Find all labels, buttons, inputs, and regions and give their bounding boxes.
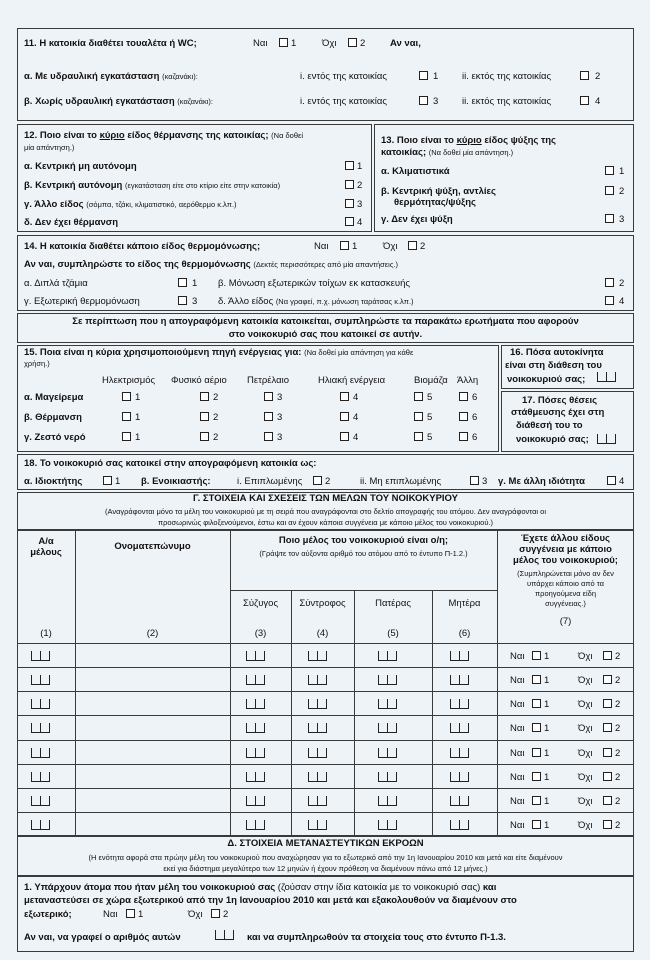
section-d-yes-code: 1 (138, 909, 144, 920)
q12-d-code: 4 (357, 217, 363, 228)
q16-line1: 16. Πόσα αυτοκίνητα (510, 347, 604, 358)
q18-b2-checkbox[interactable] (470, 476, 479, 485)
member-2-relation-no-label: Όχι (578, 675, 593, 686)
member-7-partner-input[interactable] (308, 796, 327, 806)
row-divider (17, 643, 634, 644)
q11-if-yes: Αν ναι, (390, 38, 421, 49)
table-row-divider (17, 740, 634, 741)
member-2-relation-n1-code: 1 (544, 675, 550, 686)
member-6-relation-yes-label: Ναι (510, 772, 525, 783)
q14-c-code: 3 (192, 296, 198, 307)
q13-c: γ. Δεν έχει ψύξη (381, 214, 453, 225)
q13-title: 13. Ποιο είναι το κύριο είδος ψύξης της (381, 135, 556, 146)
section-d-title: Δ. ΣΤΟΙΧΕΙΑ ΜΕΤΑΝΑΣΤΕΥΤΙΚΩΝ ΕΚΡΟΩΝ (227, 838, 424, 849)
member-8-father-input[interactable] (378, 820, 397, 830)
q15-cooking-option-1-code: 1 (135, 392, 141, 403)
member-2-relation-n2-code: 2 (615, 675, 621, 686)
member-4-aa-input[interactable] (31, 723, 50, 733)
q15-cooking-option-4-checkbox[interactable] (340, 392, 349, 401)
q15-hotwater-option-5-code: 5 (427, 432, 433, 443)
section-d-yes-checkbox[interactable] (126, 909, 135, 918)
q12-note: μία απάντηση.) (24, 143, 75, 152)
col-num-3: (3) (254, 628, 267, 639)
member-1-relation-n2-code: 2 (615, 651, 621, 662)
member-7-spouse-input[interactable] (246, 796, 265, 806)
section-g-note1: (Αναγράφονται μόνο τα μέλη του νοικοκυριού με τη σειρά που αναγράφονται στο δελτίο απογραφής του ατόμου. Δεν αναγράφονται οι (104, 507, 547, 516)
member-6-partner-input[interactable] (308, 772, 327, 782)
section-d-no-code: 2 (223, 909, 229, 920)
q13-a: α. Κλιματιστικά (381, 166, 450, 177)
q14-d-checkbox[interactable] (605, 296, 614, 305)
q17-line3: διάθεσή του το (516, 420, 583, 431)
member-3-name-input[interactable] (78, 693, 227, 713)
member-6-father-input[interactable] (378, 772, 397, 782)
table-row-divider (17, 788, 634, 789)
member-8-partner-input[interactable] (308, 820, 327, 830)
col-divider (354, 590, 355, 836)
q15-cooking-option-3-code: 3 (277, 392, 283, 403)
table-row-divider (17, 812, 634, 813)
q14-b-checkbox[interactable] (605, 278, 614, 287)
q15-hotwater-option-4-checkbox[interactable] (340, 432, 349, 441)
col-partner-header: Σύντροφος (299, 598, 346, 609)
q15-cooking-option-5-checkbox[interactable] (414, 392, 423, 401)
q12-d-checkbox[interactable] (345, 217, 354, 226)
q15-row-cooking: α. Μαγείρεμα (24, 392, 84, 403)
member-6-relation-no-checkbox[interactable] (603, 772, 612, 781)
q18-c-code: 4 (619, 476, 625, 487)
member-7-name-input[interactable] (78, 790, 227, 810)
member-4-father-input[interactable] (378, 723, 397, 733)
q15-col-oil: Πετρέλαιο (247, 375, 289, 386)
member-8-relation-n2-code: 2 (615, 820, 621, 831)
section-d-note2: εκεί για διάστημα μεγαλύτερο των 12 μηνών ή έχουν πρόθεση να διαμένουν πάνω από 12 μήνες.) (163, 864, 488, 873)
q14-a-code: 1 (192, 278, 198, 289)
member-5-partner-input[interactable] (308, 748, 327, 758)
q13-title-line2: κατοικίας; (Να δοθεί μία απάντηση.) (381, 147, 514, 158)
q12-b: β. Κεντρική αυτόνομη (εγκατάσταση είτε στο κτίριο είτε στην κατοικία) (24, 180, 281, 191)
member-5-relation-n2-code: 2 (615, 748, 621, 759)
member-5-relation-no-label: Όχι (578, 748, 593, 759)
q12-c: γ. Άλλο είδος (σόμπα, τζάκι, κλιματιστικό, αερόθερμο κ.λπ.) (24, 199, 237, 210)
q14-d-code: 4 (619, 296, 625, 307)
member-1-spouse-input[interactable] (246, 651, 265, 661)
q14-b: β. Μόνωση εξωτερικών τοίχων εκ κατασκευής (218, 278, 410, 289)
member-2-spouse-input[interactable] (246, 675, 265, 685)
q15-heating-option-5-checkbox[interactable] (414, 412, 423, 421)
member-1-partner-input[interactable] (308, 651, 327, 661)
member-2-relation-no-checkbox[interactable] (603, 675, 612, 684)
section-d-then: και να συμπληρωθούν τα στοιχεία τους στο έντυπο Π-1.3. (247, 932, 506, 943)
q15-hotwater-option-5-checkbox[interactable] (414, 432, 423, 441)
q13-c-checkbox[interactable] (605, 214, 614, 223)
instruction-line2: στο νοικοκυριό σας που κατοικεί σε αυτήν. (228, 329, 423, 340)
q12-b-code: 2 (357, 180, 363, 191)
member-1-father-input[interactable] (378, 651, 397, 661)
member-3-relation-yes-checkbox[interactable] (532, 699, 541, 708)
member-7-relation-n2-code: 2 (615, 796, 621, 807)
member-6-name-input[interactable] (78, 766, 227, 786)
member-5-relation-yes-checkbox[interactable] (532, 748, 541, 757)
col-num-7: (7) (559, 616, 572, 627)
table-row-divider (17, 764, 634, 765)
member-4-spouse-input[interactable] (246, 723, 265, 733)
member-8-aa-input[interactable] (31, 820, 50, 830)
q18-title: 18. Το νοικοκυριό σας κατοικεί στην απογραφόμενη κατοικία ως: (24, 458, 317, 469)
q14-title: 14. Η κατοικία διαθέτει κάποιο είδος θερμομόνωσης; (24, 241, 261, 252)
section-d-no-label: Όχι (188, 909, 203, 920)
member-5-father-input[interactable] (378, 748, 397, 758)
q15-row-hotwater: γ. Ζεστό νερό (24, 432, 86, 443)
q15-cooking-option-3-checkbox[interactable] (264, 392, 273, 401)
q15-hotwater-option-3-code: 3 (277, 432, 283, 443)
q13-b-code: 2 (619, 186, 625, 197)
member-2-mother-input[interactable] (450, 675, 469, 685)
q13-a-checkbox[interactable] (605, 166, 614, 175)
col-num-2: (2) (146, 628, 159, 639)
q15-cooking-option-4-code: 4 (353, 392, 359, 403)
member-8-name-input[interactable] (78, 814, 227, 834)
q11-b-inside-code: 3 (433, 96, 439, 107)
member-5-name-input[interactable] (78, 742, 227, 762)
member-6-aa-input[interactable] (31, 772, 50, 782)
member-1-relation-no-label: Όχι (578, 651, 593, 662)
col-father-header: Πατέρας (375, 598, 411, 609)
member-7-father-input[interactable] (378, 796, 397, 806)
table-row-divider (17, 691, 634, 692)
member-6-relation-n1-code: 1 (544, 772, 550, 783)
q18-b: β. Ενοικιαστής: (141, 476, 211, 487)
member-5-mother-input[interactable] (450, 748, 469, 758)
member-2-relation-yes-checkbox[interactable] (532, 675, 541, 684)
col-num-5: (5) (387, 628, 399, 639)
col-member-header: Ποιο μέλος του νοικοκυριού είναι ο/η; (278, 535, 449, 546)
q14-no-checkbox[interactable] (408, 241, 417, 250)
col-name-header: Ονοματεπώνυμο (114, 541, 191, 552)
member-8-relation-yes-label: Ναι (510, 820, 525, 831)
member-6-relation-no-label: Όχι (578, 772, 593, 783)
section-d-count-input[interactable] (215, 930, 234, 940)
q13-b-checkbox[interactable] (605, 186, 614, 195)
q15-cooking-option-2-checkbox[interactable] (200, 392, 209, 401)
table-row-divider (17, 667, 634, 668)
col-relation-note: (Συμπληρώνεται μόνο αν δεν υπάρχει κάποιο από τα προηγούμενα είδη συγγένειας.) (517, 569, 614, 608)
q15-heating-option-2-checkbox[interactable] (200, 412, 209, 421)
q15-hotwater-option-6-checkbox[interactable] (459, 432, 468, 441)
q12-d: δ. Δεν έχει θέρμανση (24, 217, 119, 228)
member-8-relation-no-checkbox[interactable] (603, 820, 612, 829)
q11-b-inside: i. εντός της κατοικίας (300, 96, 387, 107)
q16-line3: νοικοκυριού σας; (507, 374, 586, 385)
section-d-note1: (Η ενότητα αφορά στα πρώην μέλη του νοικοκυριού που αναχώρησαν για το εξωτερικό από την 1η Ιανουαρίου 2010 και μετά και είτε διαμένουν (88, 853, 563, 862)
q13-b2: θερμότητας/ψύξης (394, 197, 476, 208)
q17-line4: νοικοκυριό σας; (516, 434, 589, 445)
col-divider (432, 590, 433, 836)
q15-hotwater-option-4-code: 4 (353, 432, 359, 443)
q11-yes-code: 1 (291, 38, 297, 49)
q12-c-checkbox[interactable] (345, 199, 354, 208)
q12-title: 12. Ποιο είναι το κύριο είδος θέρμανσης της κατοικίας; (Να δοθεί (24, 130, 304, 141)
col-relation-header: Έχετε άλλου είδους συγγένεια με κάποιο μέλος του νοικοκυριού; (513, 533, 618, 566)
member-1-aa-input[interactable] (31, 651, 50, 661)
q11-no-checkbox[interactable] (348, 38, 357, 47)
q15-heating-option-1-checkbox[interactable] (122, 412, 131, 421)
q15-hotwater-option-3-checkbox[interactable] (264, 432, 273, 441)
member-7-relation-no-checkbox[interactable] (603, 796, 612, 805)
member-3-spouse-input[interactable] (246, 699, 265, 709)
member-2-relation-yes-label: Ναι (510, 675, 525, 686)
q14-if-yes: Αν ναι, συμπληρώστε το είδος της θερμομόνωσης (Δεκτές περισσότερες από μία απαντήσεις.) (24, 259, 399, 270)
q11-yes-label: Ναι (253, 38, 268, 49)
q11-b-outside-code: 4 (595, 96, 601, 107)
member-7-mother-input[interactable] (450, 796, 469, 806)
q17-line1: 17. Πόσες θέσεις (522, 395, 598, 406)
q15-row-heating: β. Θέρμανση (24, 412, 82, 423)
q11-title: 11. Η κατοικία διαθέτει τουαλέτα ή WC; (24, 38, 197, 49)
q14-d: δ. Άλλο είδος (Να γραφεί, π.χ. μόνωση ταράτσας κ.λπ.) (218, 296, 414, 307)
member-1-mother-input[interactable] (450, 651, 469, 661)
member-8-mother-input[interactable] (450, 820, 469, 830)
q15-cooking-option-1-checkbox[interactable] (122, 392, 131, 401)
q14-yes-code: 1 (352, 241, 358, 252)
q17-parking-input[interactable] (597, 434, 616, 444)
q12-c-code: 3 (357, 199, 363, 210)
q18-b1-checkbox[interactable] (313, 476, 322, 485)
q18-b1-code: 2 (325, 476, 331, 487)
member-5-aa-input[interactable] (31, 748, 50, 758)
member-3-relation-n2-code: 2 (615, 699, 621, 710)
member-3-relation-n1-code: 1 (544, 699, 550, 710)
member-3-relation-no-checkbox[interactable] (603, 699, 612, 708)
member-2-aa-input[interactable] (31, 675, 50, 685)
q15-hotwater-option-2-checkbox[interactable] (200, 432, 209, 441)
member-8-relation-no-label: Όχι (578, 820, 593, 831)
q11-b-outside-checkbox[interactable] (580, 96, 589, 105)
q15-col-natural-gas: Φυσικό αέριο (171, 375, 227, 386)
q13-a-code: 1 (619, 166, 625, 177)
col-mother-header: Μητέρα (448, 598, 481, 609)
q15-cooking-option-6-checkbox[interactable] (459, 392, 468, 401)
q14-no-code: 2 (420, 241, 426, 252)
q18-c-checkbox[interactable] (607, 476, 616, 485)
q11-b-outside: ii. εκτός της κατοικίας (462, 96, 552, 107)
member-7-relation-yes-label: Ναι (510, 796, 525, 807)
q15-heating-option-4-checkbox[interactable] (340, 412, 349, 421)
q15-col-other: Άλλη (457, 375, 479, 386)
q15-heating-option-1-code: 1 (135, 412, 141, 423)
q13-b1: β. Κεντρική ψύξη, αντλίες (381, 186, 496, 197)
q17-line2: στάθμευσης έχει στη (511, 407, 605, 418)
q14-yes-label: Ναι (314, 241, 329, 252)
q18-c: γ. Με άλλη ιδιότητα (498, 476, 585, 487)
q11-a-label: α. Με υδραυλική εγκατάσταση (καζανάκι): (24, 71, 198, 82)
table-row-divider (17, 715, 634, 716)
col-num-4: (4) (316, 628, 329, 639)
q13-c-code: 3 (619, 214, 625, 225)
q11-a-outside: ii. εκτός της κατοικίας (462, 71, 552, 82)
member-3-father-input[interactable] (378, 699, 397, 709)
row-divider (230, 590, 497, 591)
member-6-spouse-input[interactable] (246, 772, 265, 782)
col-member-note: (Γράψτε τον αύξοντα αριθμό του ατόμου από το έντυπο Π-1.2.) (259, 549, 468, 558)
member-4-name-input[interactable] (78, 717, 227, 737)
q12-a: α. Κεντρική μη αυτόνομη (24, 161, 137, 172)
member-4-relation-yes-checkbox[interactable] (532, 723, 541, 732)
section-g-title: Γ. ΣΤΟΙΧΕΙΑ ΚΑΙ ΣΧΕΣΕΙΣ ΤΩΝ ΜΕΛΩΝ ΤΟΥ ΝΟΙΚΟΚΥΡΙΟΥ (192, 493, 459, 504)
q15-col-biomass: Βιομάζα (414, 375, 448, 386)
q14-c-checkbox[interactable] (178, 296, 187, 305)
member-6-relation-n2-code: 2 (615, 772, 621, 783)
section-d-yes-label: Ναι (103, 909, 118, 920)
member-1-relation-yes-label: Ναι (510, 651, 525, 662)
col-divider (230, 530, 231, 836)
member-4-relation-n1-code: 1 (544, 723, 550, 734)
member-4-relation-no-checkbox[interactable] (603, 723, 612, 732)
q11-no-label: Όχι (322, 38, 337, 49)
col-num-1: (1) (40, 628, 52, 639)
q11-b-inside-checkbox[interactable] (419, 96, 428, 105)
member-2-name-input[interactable] (78, 669, 227, 689)
member-4-mother-input[interactable] (450, 723, 469, 733)
section-d-if-yes: Αν ναι, να γραφεί ο αριθμός αυτών (24, 932, 181, 943)
q14-c: γ. Εξωτερική θερμομόνωση (24, 296, 140, 307)
q15-heating-option-6-code: 6 (472, 412, 478, 423)
q14-a: α. Διπλά τζάμια (24, 278, 88, 289)
q15-heating-option-5-code: 5 (427, 412, 433, 423)
q16-cars-input[interactable] (597, 372, 616, 382)
q15-hotwater-option-6-code: 6 (472, 432, 478, 443)
q14-yes-checkbox[interactable] (340, 241, 349, 250)
col-divider (291, 590, 292, 836)
q15-heating-option-2-code: 2 (213, 412, 219, 423)
member-4-relation-no-label: Όχι (578, 723, 593, 734)
q15-heating-option-6-checkbox[interactable] (459, 412, 468, 421)
section-d-q1-line3: εξωτερικό; (24, 909, 72, 920)
member-8-relation-yes-checkbox[interactable] (532, 820, 541, 829)
q18-b2-code: 3 (482, 476, 488, 487)
q18-b2: ii. Μη επιπλωμένης (360, 476, 442, 487)
q11-a-inside: i. εντός της κατοικίας (300, 71, 387, 82)
member-1-relation-yes-checkbox[interactable] (532, 651, 541, 660)
member-1-relation-no-checkbox[interactable] (603, 651, 612, 660)
member-8-relation-n1-code: 1 (544, 820, 550, 831)
member-5-relation-n1-code: 1 (544, 748, 550, 759)
member-3-mother-input[interactable] (450, 699, 469, 709)
member-2-father-input[interactable] (378, 675, 397, 685)
q11-a-outside-checkbox[interactable] (580, 71, 589, 80)
member-8-spouse-input[interactable] (246, 820, 265, 830)
q11-no-code: 2 (360, 38, 366, 49)
q15-col-solar: Ηλιακή ενέργεια (318, 375, 386, 386)
col-num-6: (6) (458, 628, 471, 639)
section-d-no-checkbox[interactable] (211, 909, 220, 918)
q12-a-checkbox[interactable] (345, 161, 354, 170)
q15-heating-option-4-code: 4 (353, 412, 359, 423)
section-g-note2: προσωρινώς φιλοξενούμενοι, έστω και αν έχουν κάποια συγγένεια με κάποιο μέλος του νοικοκυριού.) (157, 518, 494, 527)
col-divider (75, 530, 76, 836)
q15-cooking-option-5-code: 5 (427, 392, 433, 403)
member-7-aa-input[interactable] (31, 796, 50, 806)
q15-hotwater-option-1-checkbox[interactable] (122, 432, 131, 441)
q11-yes-checkbox[interactable] (279, 38, 288, 47)
member-3-aa-input[interactable] (31, 699, 50, 709)
member-3-relation-yes-label: Ναι (510, 699, 525, 710)
q15-title: 15. Ποια είναι η κύρια χρησιμοποιούμενη πηγή ενέργειας για: (Να δοθεί μία απάντηση για κάθε (24, 347, 414, 358)
q14-b-code: 2 (619, 278, 625, 289)
member-4-partner-input[interactable] (308, 723, 327, 733)
section-d-q1-line2: μεταναστεύσει σε χώρα εξωτερικού από την 1η Ιανουαρίου 2010 και μετά και εξακολουθούν να διαμένουν στο (24, 895, 517, 906)
member-2-partner-input[interactable] (308, 675, 327, 685)
q12-a-code: 1 (357, 161, 363, 172)
q18-a-checkbox[interactable] (103, 476, 112, 485)
q15-heating-option-3-checkbox[interactable] (264, 412, 273, 421)
member-5-relation-no-checkbox[interactable] (603, 748, 612, 757)
instruction-line1: Σε περίπτωση που η απογραφόμενη κατοικία κατοικείται, συμπληρώστε τα παρακάτω ερωτήματα που αφορούν (72, 316, 579, 327)
member-6-mother-input[interactable] (450, 772, 469, 782)
q11-a-outside-code: 2 (595, 71, 601, 82)
member-7-relation-n1-code: 1 (544, 796, 550, 807)
member-4-relation-n2-code: 2 (615, 723, 621, 734)
member-4-relation-yes-label: Ναι (510, 723, 525, 734)
q15-hotwater-option-2-code: 2 (213, 432, 219, 443)
member-7-relation-no-label: Όχι (578, 796, 593, 807)
member-1-name-input[interactable] (78, 645, 227, 665)
section-d-q1-line1: 1. Υπάρχουν άτομα που ήταν μέλη του νοικοκυριού σας (ζούσαν στην ίδια κατοικία με το νοικοκυριό σας) και (24, 882, 497, 893)
q16-line2: είναι στη διάθεση του (505, 360, 602, 371)
member-5-relation-yes-label: Ναι (510, 748, 525, 759)
member-3-partner-input[interactable] (308, 699, 327, 709)
member-3-relation-no-label: Όχι (578, 699, 593, 710)
q11-b-label: β. Χωρίς υδραυλική εγκατάσταση (καζανάκι): (24, 96, 214, 107)
q11-a-inside-checkbox[interactable] (419, 71, 428, 80)
member-5-spouse-input[interactable] (246, 748, 265, 758)
q18-b1: i. Επιπλωμένης (237, 476, 303, 487)
q15-col-electricity: Ηλεκτρισμός (102, 375, 156, 386)
q15-heating-option-3-code: 3 (277, 412, 283, 423)
q18-a-code: 1 (115, 476, 121, 487)
q18-a: α. Ιδιοκτήτης (24, 476, 83, 487)
member-6-relation-yes-checkbox[interactable] (532, 772, 541, 781)
col-aa-header: Α/α μέλους (30, 536, 62, 558)
member-1-relation-n1-code: 1 (544, 651, 550, 662)
q15-cooking-option-6-code: 6 (472, 392, 478, 403)
col-spouse-header: Σύζυγος (242, 598, 279, 609)
q14-no-label: Όχι (383, 241, 398, 252)
member-7-relation-yes-checkbox[interactable] (532, 796, 541, 805)
q11-a-inside-code: 1 (433, 71, 439, 82)
q15-note: χρήση.) (24, 359, 50, 368)
q12-b-checkbox[interactable] (345, 180, 354, 189)
q14-a-checkbox[interactable] (178, 278, 187, 287)
q15-cooking-option-2-code: 2 (213, 392, 219, 403)
q15-hotwater-option-1-code: 1 (135, 432, 141, 443)
